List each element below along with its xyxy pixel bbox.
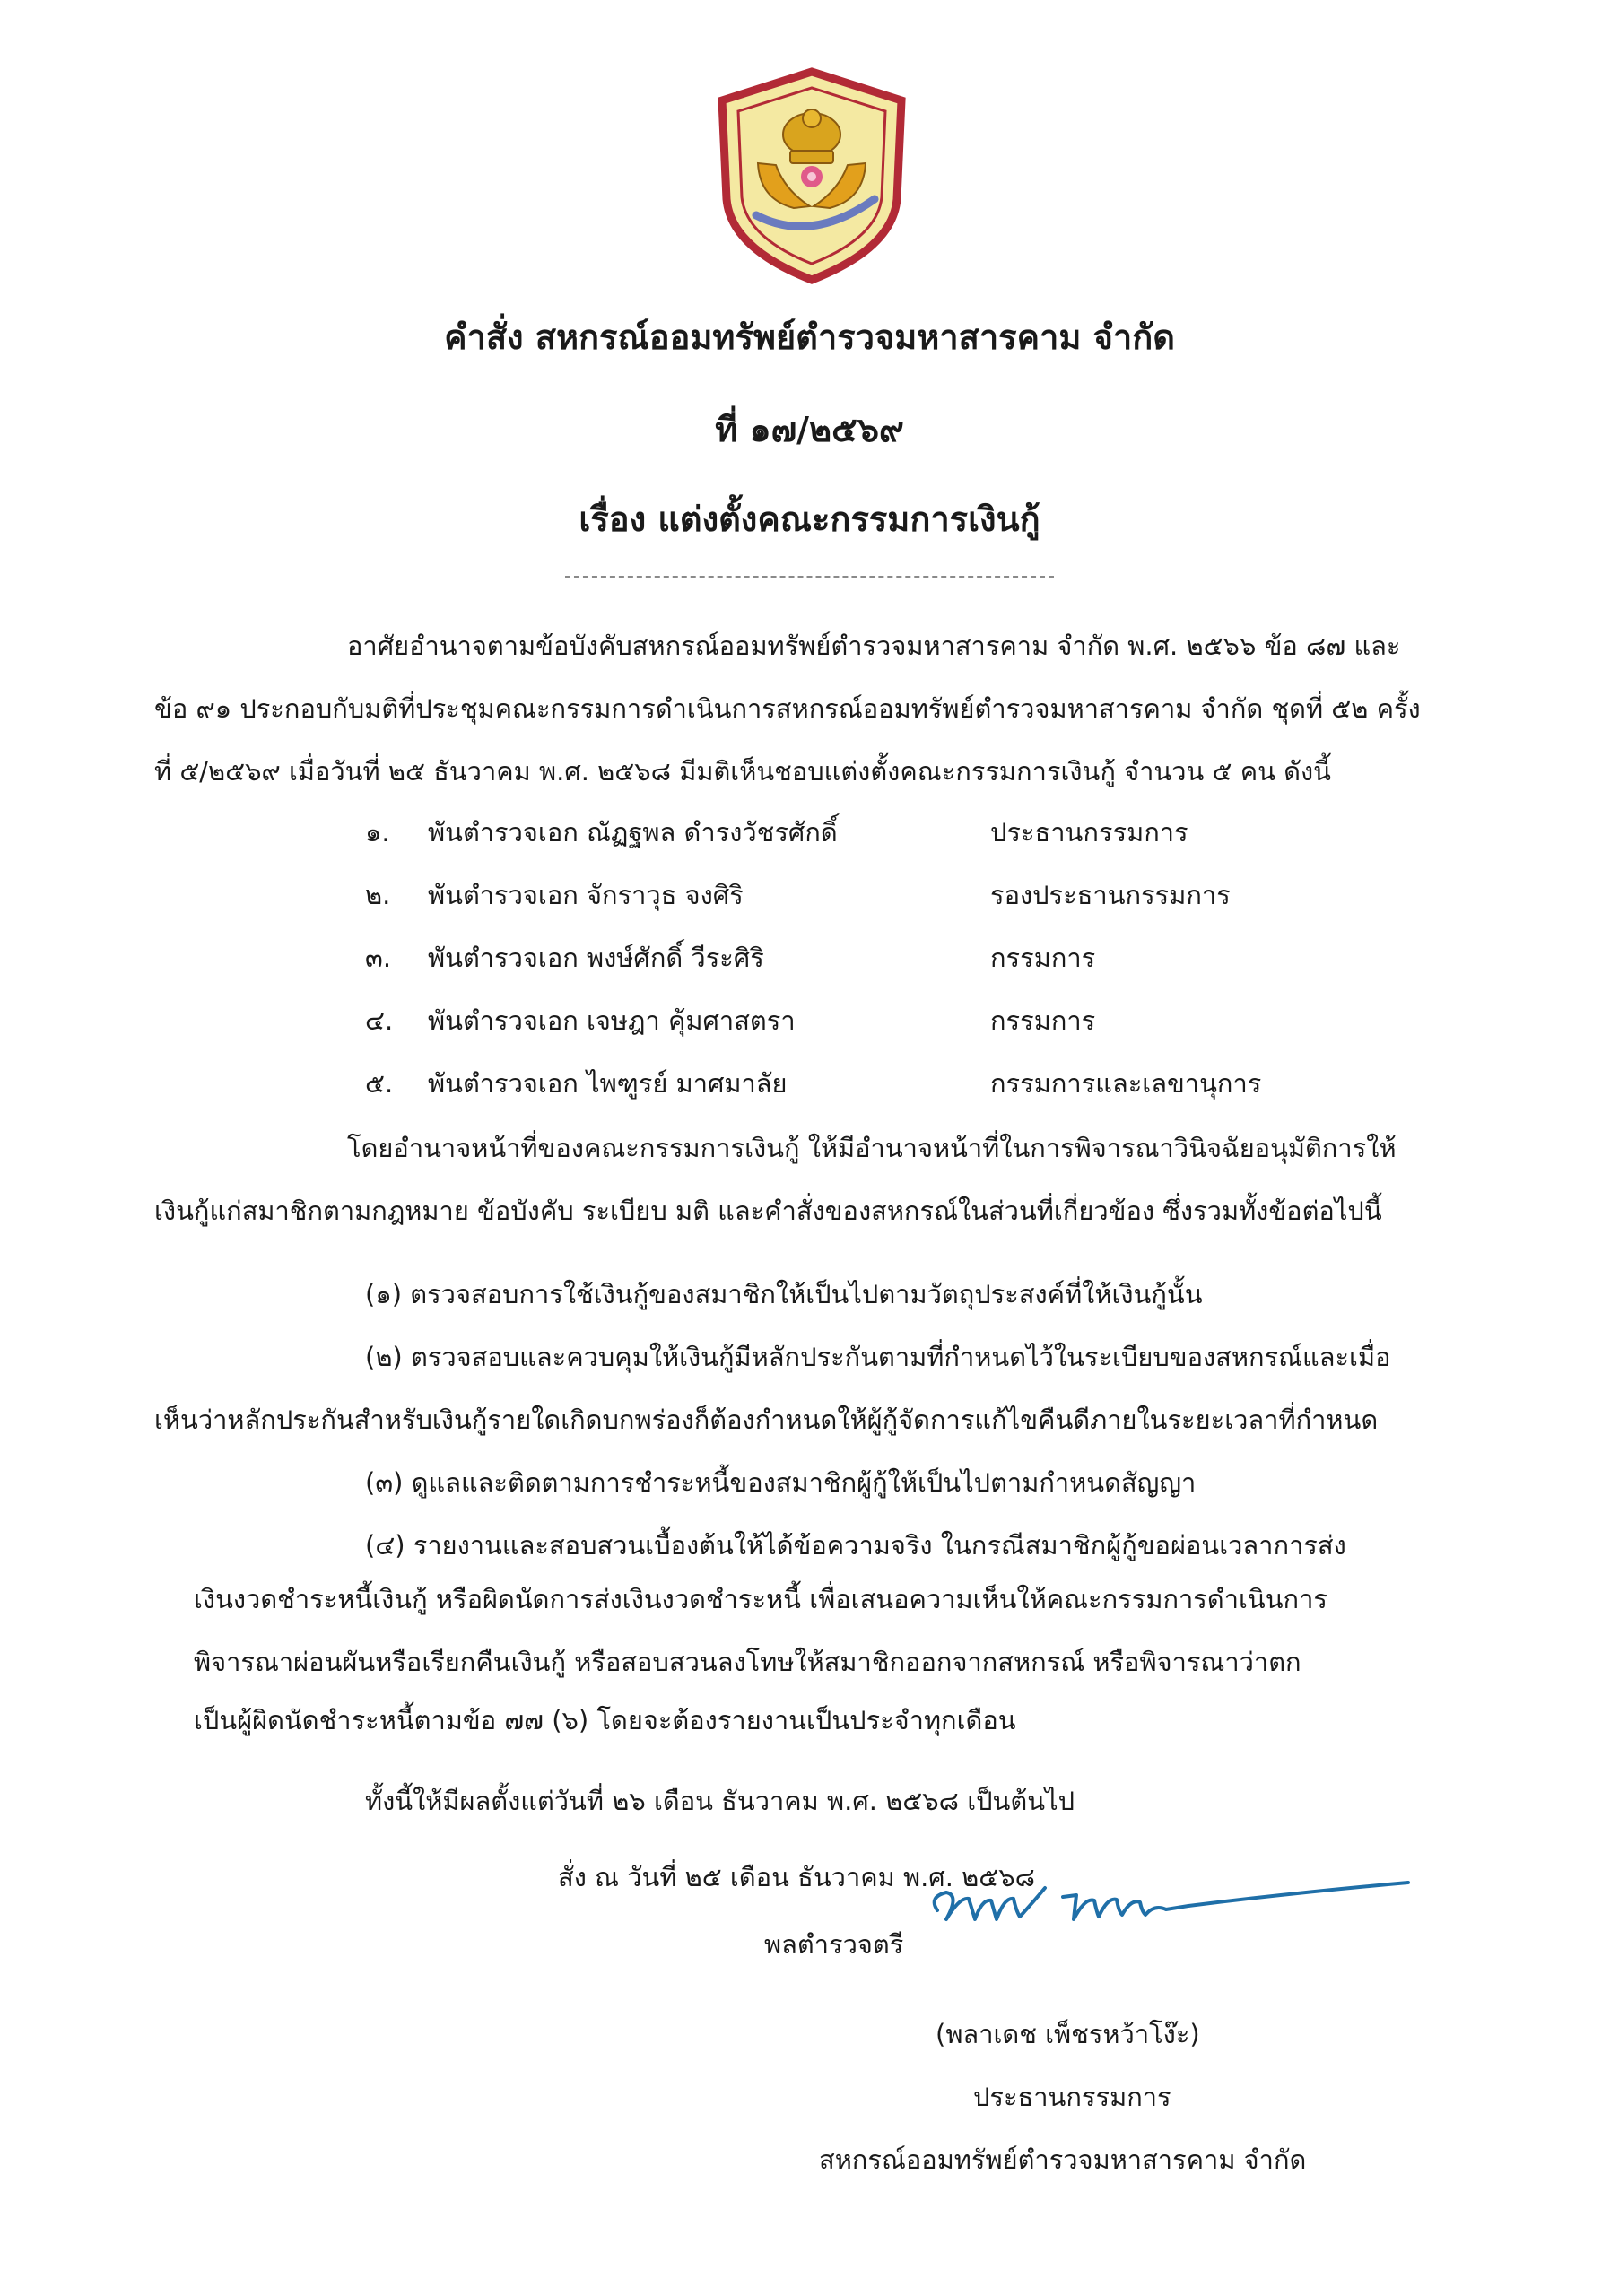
member-role: รองประธานกรรมการ [990, 880, 1231, 910]
member-role: ประธานกรรมการ [990, 817, 1188, 848]
duty-4-line-3: พิจารณาผ่อนผันหรือเรียกคืนเงินกู้ หรือสอบสวนลงโทษให้สมาชิกออกจากสหกรณ์ หรือพิจารณาว่าตก [194, 1647, 1301, 1677]
duty-1: (๑) ตรวจสอบการใช้เงินกู้ของสมาชิกให้เป็นไปตามวัตถุประสงค์ที่ให้เงินกู้นั้น [365, 1279, 1203, 1309]
order-number: ที่ ๑๗/๒๕๖๙ [715, 410, 904, 449]
handwritten-signature [919, 1870, 1431, 1942]
signer-organization: สหกรณ์ออมทรัพย์ตำรวจมหาสารคาม จำกัด [819, 2144, 1307, 2175]
signer-position: ประธานกรรมการ [973, 2082, 1171, 2112]
duty-4-line-2: เงินงวดชำระหนี้เงินกู้ หรือผิดนัดการส่งเงินงวดชำระหนี้ เพื่อเสนอความเห็นให้คณะกรรมการดำเนินการ [194, 1584, 1327, 1614]
member-row [365, 1000, 796, 1041]
duty-3: (๓) ดูแลและติดตามการชำระหนี้ของสมาชิกผู้กู้ให้เป็นไปตามกำหนดสัญญา [365, 1467, 1197, 1498]
effective-date: ทั้งนี้ให้มีผลตั้งแต่วันที่ ๒๖ เดือน ธันวาคม พ.ศ. ๒๕๖๘ เป็นต้นไป [365, 1786, 1075, 1816]
member-row [365, 812, 838, 853]
member-name: พันตำรวจเอก จักราวุธ จงศิริ [428, 880, 744, 910]
intro-line-1: อาศัยอำนาจตามข้อบังคับสหกรณ์ออมทรัพย์ตำรวจมหาสารคาม จำกัด พ.ศ. ๒๕๖๖ ข้อ ๘๗ และ [347, 631, 1401, 661]
member-number: ๔. [365, 1005, 394, 1036]
member-name: พันตำรวจเอก ไพฑูรย์ มาศมาลัย [428, 1068, 788, 1099]
member-role: กรรมการ [990, 943, 1096, 973]
order-subject: เรื่อง แต่งตั้งคณะกรรมการเงินกู้ [579, 500, 1040, 539]
intro-line-3: ที่ ๕/๒๕๖๙ เมื่อวันที่ ๒๕ ธันวาคม พ.ศ. ๒๕๖๘ มีมติเห็นชอบแต่งตั้งคณะกรรมการเงินกู้ จำนวน ๕ คน ดังนี้ [154, 756, 1331, 787]
title-divider [565, 576, 1054, 578]
member-number: ๒. [365, 880, 391, 910]
duties-intro-line-1: โดยอำนาจหน้าที่ของคณะกรรมการเงินกู้ ให้มีอำนาจหน้าที่ในการพิจารณาวินิจฉัยอนุมัติการให้ [347, 1133, 1397, 1163]
member-row [365, 874, 744, 916]
member-row [365, 937, 764, 978]
duty-2-line-2: เห็นว่าหลักประกันสำหรับเงินกู้รายใดเกิดบกพร่องก็ต้องกำหนดให้ผู้กู้จัดการแก้ไขคืนดีภายในระยะเวลาที่กำหนด [154, 1405, 1379, 1435]
order-date: สั่ง ณ วันที่ ๒๕ เดือน ธันวาคม พ.ศ. ๒๕๖๘ [558, 1862, 1035, 1892]
member-row [365, 1063, 788, 1104]
member-name: พันตำรวจเอก ณัฏฐพล ดำรงวัชรศักดิ์ [428, 817, 838, 848]
cooperative-seal-logo [704, 65, 919, 289]
intro-line-2: ข้อ ๙๑ ประกอบกับมติที่ประชุมคณะกรรมการดำเนินการสหกรณ์ออมทรัพย์ตำรวจมหาสารคาม จำกัด ชุดที่ ๕๒ ครั้ง [154, 693, 1421, 724]
member-name: พันตำรวจเอก พงษ์ศักดิ์ วีระศิริ [428, 943, 764, 973]
duty-4-line-1: (๔) รายงานและสอบสวนเบื้องต้นให้ได้ข้อความจริง ในกรณีสมาชิกผู้กู้ขอผ่อนเวลาการส่ง [365, 1530, 1346, 1561]
member-number: ๓. [365, 943, 392, 973]
document-title: คำสั่ง สหกรณ์ออมทรัพย์ตำรวจมหาสารคาม จำกัด [444, 317, 1175, 357]
signer-rank: พลตำรวจตรี [764, 1929, 904, 1960]
duty-2-line-1: (๒) ตรวจสอบและควบคุมให้เงินกู้มีหลักประกันตามที่กำหนดไว้ในระเบียบของสหกรณ์และเมื่อ [365, 1342, 1391, 1372]
signer-name: (พลาเดช เพ็ชรหว้าโง๊ะ) [936, 2019, 1200, 2049]
duty-4-line-4: เป็นผู้ผิดนัดชำระหนี้ตามข้อ ๗๗ (๖) โดยจะต้องรายงานเป็นประจำทุกเดือน [194, 1705, 1016, 1735]
duties-intro-line-2: เงินกู้แก่สมาชิกตามกฎหมาย ข้อบังคับ ระเบียบ มติ และคำสั่งของสหกรณ์ในส่วนที่เกี่ยวข้อง ซึ่งรวมทั้งข้อต่อไปนี้ [154, 1196, 1382, 1226]
member-name: พันตำรวจเอก เจษฎา คุ้มศาสตรา [428, 1005, 796, 1036]
member-number: ๕. [365, 1068, 394, 1099]
member-role: กรรมการและเลขานุการ [990, 1068, 1262, 1099]
member-role: กรรมการ [990, 1005, 1096, 1036]
member-number: ๑. [365, 817, 390, 848]
